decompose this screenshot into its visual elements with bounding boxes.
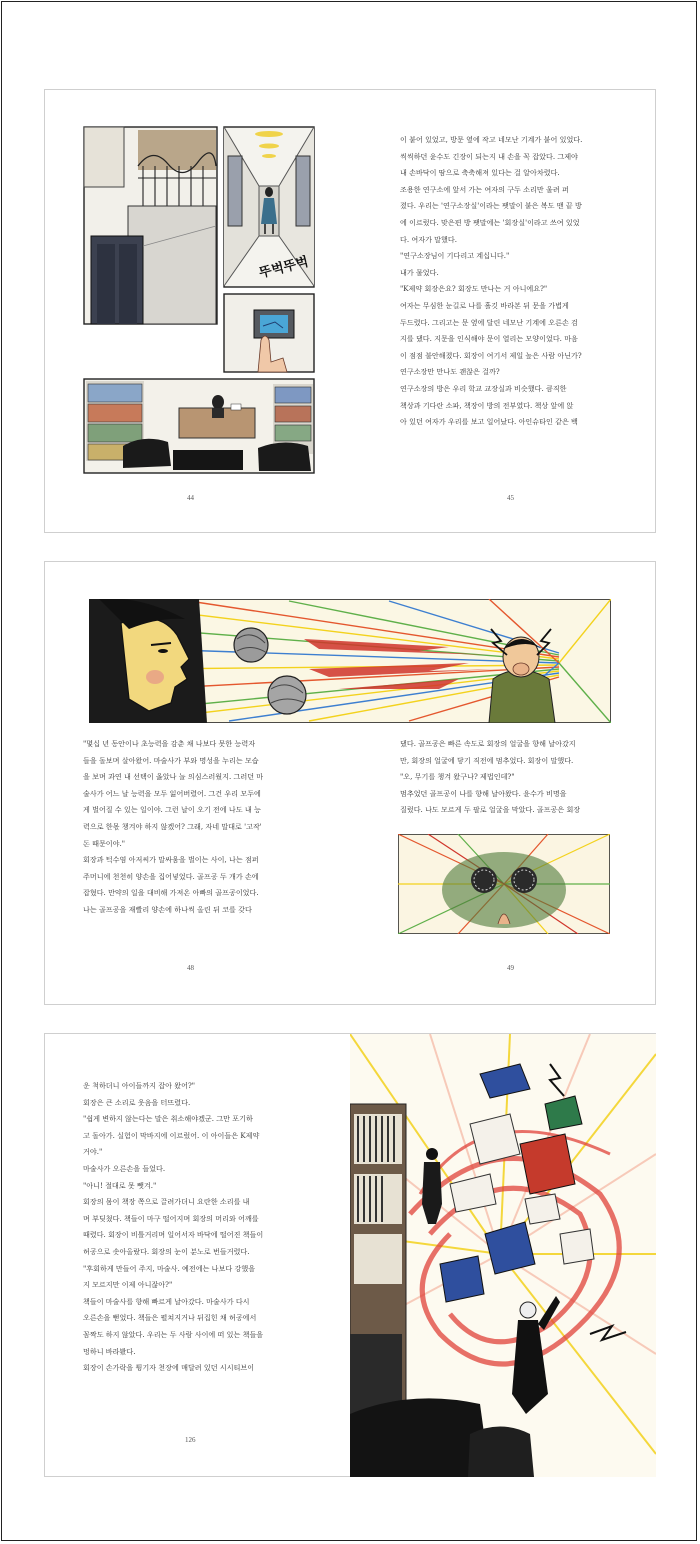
golf-balls-closeup-panel bbox=[398, 834, 610, 934]
text-line: 두드렸다. 그리고는 문 옆에 달린 네모난 기계에 오른손 검 bbox=[400, 317, 578, 327]
text-line: 댔다. 골프공은 빠른 속도로 회장의 얼굴을 향해 날아갔지 bbox=[400, 739, 576, 748]
text-line: 운 척하더니 아이들까지 잡아 왔어?" bbox=[83, 1081, 196, 1090]
text-line: 마술사가 오른손을 들었다. bbox=[83, 1163, 166, 1173]
president-face bbox=[89, 599, 207, 723]
text-line: 꼼짝도 하지 않았다. 우리는 두 사람 사이에 떠 있는 책들을 bbox=[83, 1329, 264, 1339]
golf-ball-attack-panel bbox=[89, 599, 611, 723]
book-spread-48-49 bbox=[44, 561, 656, 1005]
text-line: 만, 회장의 얼굴에 닿기 직전에 멈추었다. 회장이 말했다. bbox=[400, 755, 574, 765]
text-line: 고 돌아가. 실험이 막바지에 이르렀어. 이 아이들은 K제약 bbox=[83, 1130, 260, 1140]
sfx-footsteps-text: 뚜벅뚜벅 bbox=[257, 254, 311, 282]
text-line: 돈 때문이야." bbox=[83, 838, 126, 848]
text-line: 오른손을 뻗었다. 책들은 펼쳐지거나 뒤집힌 채 허공에서 bbox=[83, 1313, 257, 1323]
corridor-comic-illustration bbox=[83, 126, 315, 474]
text-line: 회장의 몸이 책장 쪽으로 끌려가더니 요란한 소리를 내 bbox=[83, 1197, 250, 1207]
page-number-126: 126 bbox=[185, 1436, 196, 1444]
text-line: 게 벌어질 수 있는 일이야. 그런 날이 오기 전에 나도 내 능 bbox=[83, 805, 261, 815]
text-line: 멍하니 바라봤다. bbox=[83, 1346, 136, 1356]
page-126-text bbox=[83, 1078, 345, 1377]
text-line: 나는 골프공을 재빨리 양손에 하나씩 올린 뒤 코를 갖다 bbox=[83, 904, 252, 914]
text-line: 지 모르지만 이제 아니잖아?" bbox=[83, 1280, 173, 1290]
page-number-44: 44 bbox=[187, 494, 194, 502]
text-line: 며 부딪쳤다. 책들이 마구 떨어지며 회장의 머리와 어깨를 bbox=[83, 1213, 259, 1223]
text-line: 씩씩하던 윤수도 긴장이 되는지 내 손을 꼭 잡았다. 그제야 bbox=[400, 151, 578, 161]
text-line: 에 이르렀다. 맞은편 방 팻말에는 '회장실'이라고 쓰여 있었 bbox=[400, 217, 580, 227]
text-line: 때렸다. 회장이 비틀거리며 일어서자 바닥에 떨어진 책들이 bbox=[83, 1230, 264, 1240]
golf-ball-right bbox=[511, 867, 537, 893]
text-line: "아니! 절대로 못 뺏겨." bbox=[83, 1180, 157, 1190]
text-line: 질렀다. 나도 모르게 두 팔로 얼굴을 막았다. 골프공은 회장 bbox=[400, 805, 581, 815]
text-line: 지를 댔다. 지문을 인식해야 문이 열리는 모양이었다. 마음 bbox=[400, 334, 578, 344]
text-line: 회장이 손가락을 튕기자 천장에 매달려 있던 시시티브이 bbox=[83, 1363, 255, 1373]
text-line: 멈추었던 골프공이 나를 향해 날아왔다. 윤수가 비명을 bbox=[400, 788, 567, 798]
text-line: 여자는 무심한 눈길로 나를 흘깃 바라본 뒤 문을 가볍게 bbox=[400, 300, 569, 310]
text-line: "몇십 년 동안이나 초능력을 감춘 채 나보다 못한 능력자 bbox=[83, 739, 256, 748]
text-line: "K제약 회장은요? 회장도 만나는 거 아니에요?" bbox=[400, 284, 548, 294]
panel-building-gate bbox=[84, 127, 217, 324]
text-line: 회장은 큰 소리로 웃음을 터뜨렸다. bbox=[83, 1097, 191, 1107]
text-line: "후회하게 만들어 주지, 마술사. 예전에는 나보다 강했을 bbox=[83, 1263, 256, 1273]
page-45-text bbox=[400, 132, 636, 431]
page-number-45: 45 bbox=[507, 494, 514, 502]
text-line: 내 손바닥이 땀으로 축축해져 있다는 걸 알아차렸다. bbox=[400, 168, 560, 178]
book-spread-44-45 bbox=[44, 89, 656, 533]
text-line: 책들이 마술사를 향해 빠르게 날아갔다. 마술사가 다시 bbox=[83, 1296, 250, 1306]
panel-director-office bbox=[84, 379, 314, 473]
text-line: "연구소장님이 기다리고 계십니다." bbox=[400, 251, 510, 261]
page-48-text bbox=[83, 736, 345, 919]
text-line: 력으로 한몫 챙겨야 하지 않겠어? 그래, 자네 말대로 '고작' bbox=[83, 821, 262, 831]
text-line: 주머니에 천천히 양손을 집어넣었다. 골프공 두 개가 손에 bbox=[83, 871, 259, 881]
text-line: 내가 물었다. bbox=[400, 267, 439, 277]
text-line: "쉽게 변하지 않는다는 말은 취소해야겠군. 그만 포기하 bbox=[83, 1114, 253, 1124]
flying-books-illustration bbox=[350, 1034, 656, 1477]
text-line: 이 붙어 있었고, 방문 옆에 작고 네모난 기계가 붙어 있었다. bbox=[400, 135, 583, 144]
text-line: 거야." bbox=[83, 1147, 103, 1157]
golf-ball-left bbox=[471, 867, 497, 893]
page-number-48: 48 bbox=[187, 964, 194, 972]
text-line: 아 있던 여자가 우리를 보고 일어났다. 아인슈타인 같은 백 bbox=[400, 417, 578, 427]
panel-corridor bbox=[224, 127, 314, 287]
text-line: 잡혔다. 만약의 일을 대비해 가져온 아빠의 골프공이었다. bbox=[83, 888, 259, 898]
text-line: 조용한 연구소에 앞서 가는 여자의 구두 소리만 울려 퍼 bbox=[400, 184, 569, 194]
text-line: 들을 돌보며 살아왔어. 마술사가 부와 명성을 누리는 모습 bbox=[83, 755, 259, 765]
panel-fingerprint-scanner bbox=[224, 294, 314, 372]
text-line: 회장과 턱수염 아저씨가 말싸움을 벌이는 사이, 나는 점퍼 bbox=[83, 855, 259, 865]
text-line: "오, 무기를 챙겨 왔구나? 제법인데?" bbox=[400, 772, 515, 782]
text-line: 연구소장의 방은 우리 학교 교장실과 비슷했다. 큼직한 bbox=[400, 383, 567, 393]
page-49-text bbox=[400, 736, 636, 819]
text-line: 허공으로 솟아올랐다. 회장의 눈이 분노로 번들거렸다. bbox=[83, 1246, 250, 1256]
text-line: 다. 여자가 말했다. bbox=[400, 234, 457, 244]
bookshelf-left bbox=[350, 1104, 406, 1414]
text-line: 연구소장만 만나도 괜찮은 걸까? bbox=[400, 367, 500, 377]
text-line: 이 점점 불안해졌다. 회장이 여기서 제일 높은 사람 아닌가? bbox=[400, 350, 582, 360]
text-line: 술사가 어느 날 능력을 모두 잃어버렸어. 그건 우리 모두에 bbox=[83, 788, 261, 798]
page-number-49: 49 bbox=[507, 964, 514, 972]
text-line: 책상과 기다란 소파, 책장이 방의 전부였다. 책상 앞에 앉 bbox=[400, 400, 574, 410]
text-line: 을 보며 과연 내 선택이 옳았나 늘 의심스러웠지. 그러던 마 bbox=[83, 772, 264, 782]
book-spread-126 bbox=[44, 1033, 656, 1477]
text-line: 졌다. 우리는 '연구소장실'이라는 팻말이 붙은 복도 맨 끝 방 bbox=[400, 201, 582, 211]
